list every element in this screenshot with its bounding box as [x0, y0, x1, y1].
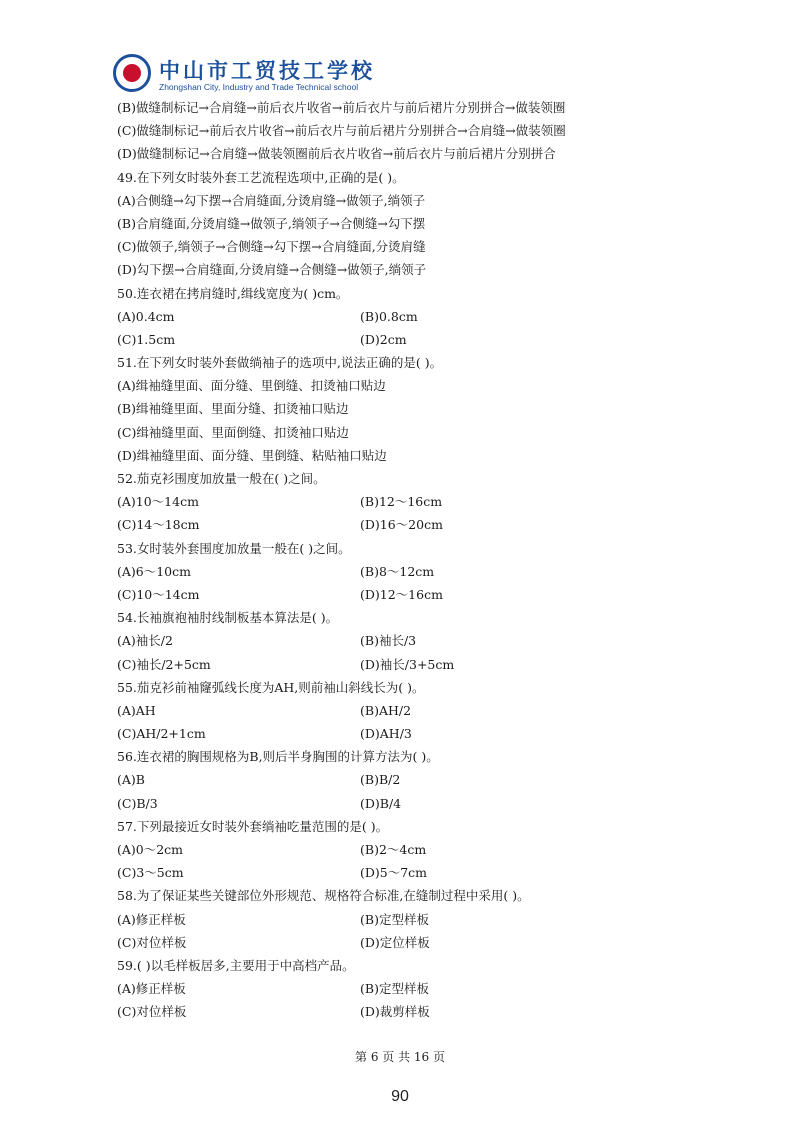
option-right: (B)0.8cm — [360, 308, 418, 324]
option-row — [117, 629, 677, 652]
option-line: (C)做缝制标记→前后衣片收省→前后衣片与前后裙片分别拼合→合肩缝→做装领圈 — [117, 123, 566, 139]
page-info: 第 6 页 共 16 页 — [355, 1050, 445, 1064]
question-stem: 50.连衣裙在拷肩缝时,缉线宽度为( )cm。 — [117, 285, 349, 301]
option-right: (B)袖长/3 — [360, 633, 417, 649]
question-stem: 53.女时装外套围度加放量一般在( )之间。 — [117, 540, 351, 556]
option-right: (D)裁剪样板 — [360, 1004, 430, 1020]
page-number: 90 — [391, 1088, 409, 1105]
question-stem: 52.茄克衫围度加放量一般在( )之间。 — [117, 471, 326, 486]
option-row — [117, 328, 677, 351]
option-right: (D)2cm — [360, 331, 407, 347]
option-right: (B)8～12cm — [360, 563, 435, 579]
option-line: (B)合肩缝面,分烫肩缝→做领子,绱领子→合侧缝→勾下摆 — [117, 215, 426, 231]
option-left: (A)6～10cm — [117, 563, 191, 579]
option-left: (A)修正样板 — [117, 981, 186, 997]
option-left: (A)AH — [117, 702, 156, 718]
option-left: (C)B/3 — [117, 795, 158, 811]
option-right: (B)2～4cm — [360, 842, 427, 857]
option-right: (D)袖长/3+5cm — [360, 656, 455, 672]
option-row — [117, 768, 677, 791]
option-row — [117, 653, 677, 676]
option-left: (C)10～14cm — [117, 586, 200, 602]
option-left: (A)10～14cm — [117, 494, 199, 510]
option-row — [117, 792, 677, 815]
option-left: (C)对位样板 — [117, 1004, 187, 1020]
option-line: (D)勾下摆→合肩缝面,分烫肩缝→合侧缝→做领子,绱领子 — [117, 262, 427, 278]
option-left: (C)对位样板 — [117, 934, 187, 950]
question-content — [117, 96, 677, 1024]
option-left: (A)修正样板 — [117, 911, 186, 927]
question-stem: 49.在下列女时装外套工艺流程选项中,正确的是( )。 — [117, 169, 405, 185]
option-right: (D)5～7cm — [360, 865, 428, 881]
question-stem: 51.在下列女时装外套做绱袖子的选项中,说法正确的是( )。 — [117, 355, 443, 371]
option-line: (B)做缝制标记→合肩缝→前后衣片收省→前后衣片与前后裙片分别拼合→做装领圈 — [117, 100, 566, 115]
question-stem: 55.茄克衫前袖窿弧线长度为AH,则前袖山斜线长为( )。 — [117, 679, 425, 695]
option-row — [117, 838, 677, 861]
option-line: (A)合侧缝→勾下摆→合肩缝面,分烫肩缝→做领子,绱领子 — [117, 192, 426, 208]
option-line: (C)缉袖缝里面、里面倒缝、扣烫袖口贴边 — [117, 424, 349, 440]
school-logo-icon — [113, 54, 151, 92]
option-line: (D)缉袖缝里面、面分缝、里倒缝、粘贴袖口贴边 — [117, 447, 387, 463]
option-left: (C)AH/2+1cm — [117, 726, 206, 742]
option-row — [117, 305, 677, 328]
option-left: (C)1.5cm — [117, 331, 176, 347]
question-stem: 59.( )以毛样板居多,主要用于中高档产品。 — [117, 957, 355, 973]
option-right: (D)定位样板 — [360, 934, 430, 950]
option-left: (C)14～18cm — [117, 517, 200, 533]
option-right: (D)AH/3 — [360, 726, 412, 742]
option-row — [117, 699, 677, 722]
option-left: (A)0～2cm — [117, 842, 184, 857]
option-line: (D)做缝制标记→合肩缝→做装领圈前后衣片收省→前后衣片与前后裙片分别拼合 — [117, 146, 556, 162]
option-right: (B)B/2 — [360, 772, 401, 788]
school-header — [113, 54, 513, 94]
option-row — [117, 722, 677, 745]
logo-emblem — [123, 64, 141, 82]
option-right: (D)B/4 — [360, 795, 402, 811]
option-right: (B)定型样板 — [360, 981, 429, 997]
option-line: (B)缉袖缝里面、里面分缝、扣烫袖口贴边 — [117, 401, 349, 417]
option-left: (A)B — [117, 772, 145, 788]
option-row — [117, 513, 677, 536]
option-line: (C)做领子,绱领子→合侧缝→勾下摆→合肩缝面,分烫肩缝 — [117, 239, 426, 255]
option-right: (B)AH/2 — [360, 702, 412, 718]
option-row — [117, 861, 677, 884]
school-name-en: Zhongshan City, Industry and Trade Technical school — [159, 82, 359, 92]
question-stem: 56.连衣裙的胸围规格为B,则后半身胸围的计算方法为( )。 — [117, 749, 439, 765]
option-left: (A)0.4cm — [117, 308, 175, 324]
option-left: (C)袖长/2+5cm — [117, 656, 211, 672]
option-row — [117, 977, 677, 1000]
option-left: (C)3～5cm — [117, 865, 184, 881]
option-right: (D)12～16cm — [360, 586, 443, 602]
option-row — [117, 908, 677, 931]
question-stem: 58.为了保证某些关键部位外形规范、规格符合标准,在缝制过程中采用( )。 — [117, 888, 530, 904]
option-line: (A)缉袖缝里面、面分缝、里倒缝、扣烫袖口贴边 — [117, 378, 386, 394]
option-row — [117, 490, 677, 513]
question-stem: 54.长袖旗袍袖肘线制板基本算法是( )。 — [117, 610, 339, 626]
option-row — [117, 583, 677, 606]
option-right: (D)16～20cm — [360, 517, 443, 533]
option-row — [117, 560, 677, 583]
option-right: (B)定型样板 — [360, 911, 429, 927]
option-row — [117, 1000, 677, 1023]
question-stem: 57.下列最接近女时装外套绱袖吃量范围的是( )。 — [117, 818, 389, 834]
school-name: 中山市工贸技工学校 — [159, 59, 375, 83]
option-left: (A)袖长/2 — [117, 633, 173, 649]
option-row — [117, 931, 677, 954]
option-right: (B)12～16cm — [360, 494, 443, 510]
